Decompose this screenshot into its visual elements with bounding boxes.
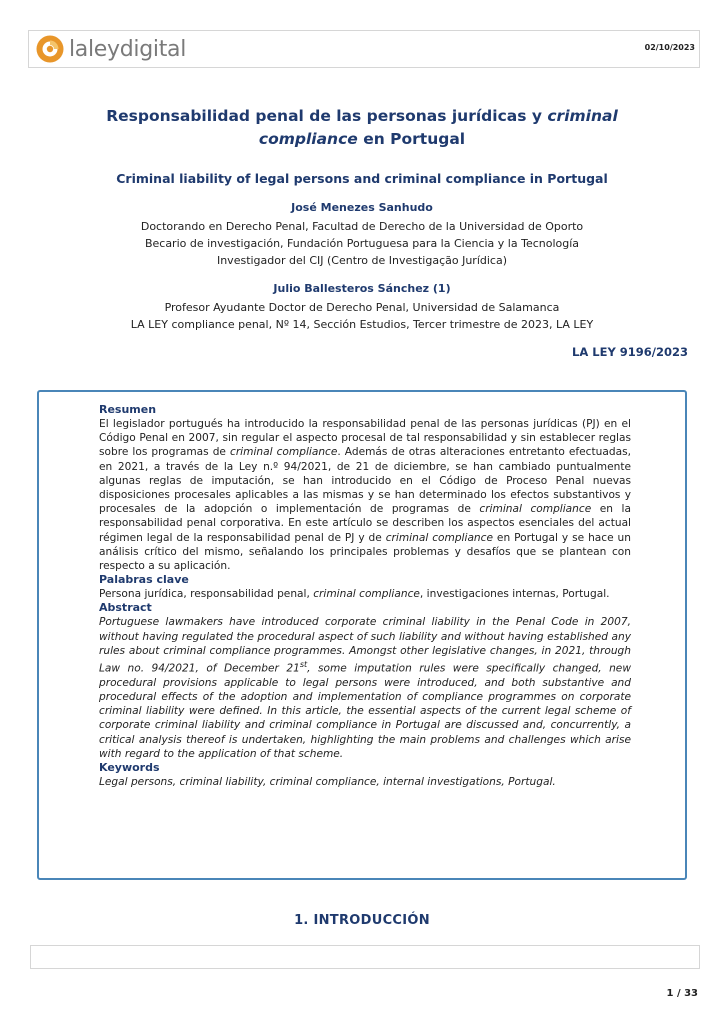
resumen-italic-1: criminal compliance bbox=[230, 446, 338, 459]
abstract-superscript: st bbox=[299, 660, 308, 670]
laleydigital-logo-icon bbox=[35, 34, 65, 64]
keywords-heading: Keywords bbox=[99, 761, 160, 774]
section-title: 1. INTRODUCCIÓN bbox=[294, 913, 430, 928]
abstract-box bbox=[37, 390, 687, 880]
palabras-clave-heading: Palabras clave bbox=[99, 573, 189, 587]
keywords-text: Legal persons, criminal liability, criminal compliance, internal investigations, Portugal. bbox=[99, 776, 556, 788]
logo[interactable] bbox=[35, 33, 186, 65]
abstract-heading: Abstract bbox=[99, 601, 152, 615]
resumen-text-4: en Portugal y se hace un análisis crítico del mismo, señalando los principales problemas y desafíos que se plantean con respecto a su aplicación. bbox=[99, 531, 631, 573]
title-part-3: en Portugal bbox=[357, 130, 466, 148]
palabras-italic: criminal compliance bbox=[313, 588, 420, 601]
resumen-heading: Resumen bbox=[99, 403, 157, 416]
page-number: 1 / 33 bbox=[666, 988, 698, 999]
title-part-1: Responsabilidad penal de las personas jurídicas y bbox=[106, 107, 548, 125]
author-1-name: José Menezes Sanhudo bbox=[291, 201, 433, 214]
document-reference: LA LEY 9196/2023 bbox=[572, 345, 688, 359]
palabras-clave-text bbox=[99, 587, 631, 601]
abstract-content bbox=[99, 403, 631, 789]
abstract-text bbox=[99, 615, 631, 761]
author-1-affiliation-1: Doctorando en Derecho Penal, Facultad de Derecho de la Universidad de Oporto bbox=[140, 220, 584, 233]
abstract-text-2: , some imputation rules were specifically changed, new procedural provisions applicable to legal persons were introduced, and both substantive and procedural effects of the adoption and implementation of compliance programmes on corporate criminal liability were defined. In this article, the essential aspects of the current legal scheme of corporate criminal liability and criminal compliance in Portugal are discussed and, concurrently, a critical analysis thereof is undertaken, highlighting the main problems and challenges which arise with regard to the application of that scheme. bbox=[99, 662, 631, 760]
header-bar bbox=[28, 30, 700, 68]
title-part-2-italic: criminal compliance bbox=[258, 107, 618, 148]
english-title: Criminal liability of legal persons and criminal compliance in Portugal bbox=[116, 171, 608, 186]
author-2-affiliation-2: LA LEY compliance penal, Nº 14, Sección Estudios, Tercer trimestre de 2023, LA LEY bbox=[130, 318, 594, 331]
resumen-italic-3: criminal compliance bbox=[385, 531, 493, 544]
palabras-text-1: Persona jurídica, responsabilidad penal, bbox=[99, 588, 314, 601]
abstract-text-1: Portuguese lawmakers have introduced corporate criminal liability in the Penal Code in 2007, without having regulated the procedural aspect of such liability and without having established any rules about criminal compliance programmes. Amongst other legislative changes, in 2021, through Law no. 94/2021, of December 21 bbox=[99, 616, 631, 675]
logo-text: laleydigital bbox=[69, 36, 187, 62]
resumen-text bbox=[99, 417, 631, 573]
header-date: 02/10/2023 bbox=[644, 43, 695, 52]
resumen-text-2: . Además de otras alteraciones entretanto efectuadas, en 2021, a través de la Ley n.º 94/2021, de 21 de diciembre, se han cambiado puntualmente algunas reglas de imputación, se han introducido en el Código de Proceso Penal nuevas disposiciones procesales aplicables a las mismas y se han determinado los efectos substantivos y procesales de la adopción o implementación de programas de bbox=[99, 446, 631, 516]
resumen-italic-2: criminal compliance bbox=[479, 503, 592, 516]
resumen-text-1: El legislador portugués ha introducido la responsabilidad penal de las personas jurídicas (PJ) en el Código Penal en 2007, sin regular el aspecto procesal de tal responsabilidad y sin establecer reglas sobre los programas de bbox=[99, 418, 631, 459]
author-2-name: Julio Ballesteros Sánchez (1) bbox=[273, 282, 451, 295]
resumen-text-3: en la responsabilidad penal corporativa. En este artículo se describen los aspectos esenciales del actual régimen legal de la responsabilidad penal de PJ y de bbox=[99, 503, 631, 544]
document-title bbox=[60, 105, 664, 151]
author-2-affiliation-1: Profesor Ayudante Doctor de Derecho Penal, Universidad de Salamanca bbox=[164, 301, 560, 314]
footer-bar bbox=[30, 945, 700, 969]
author-1-affiliation-3: Investigador del CIJ (Centro de Investigação Jurídica) bbox=[216, 254, 508, 267]
palabras-text-2: , investigaciones internas, Portugal. bbox=[419, 588, 610, 601]
author-1-affiliation-2: Becario de investigación, Fundación Portuguesa para la Ciencia y la Tecnología bbox=[144, 237, 580, 250]
